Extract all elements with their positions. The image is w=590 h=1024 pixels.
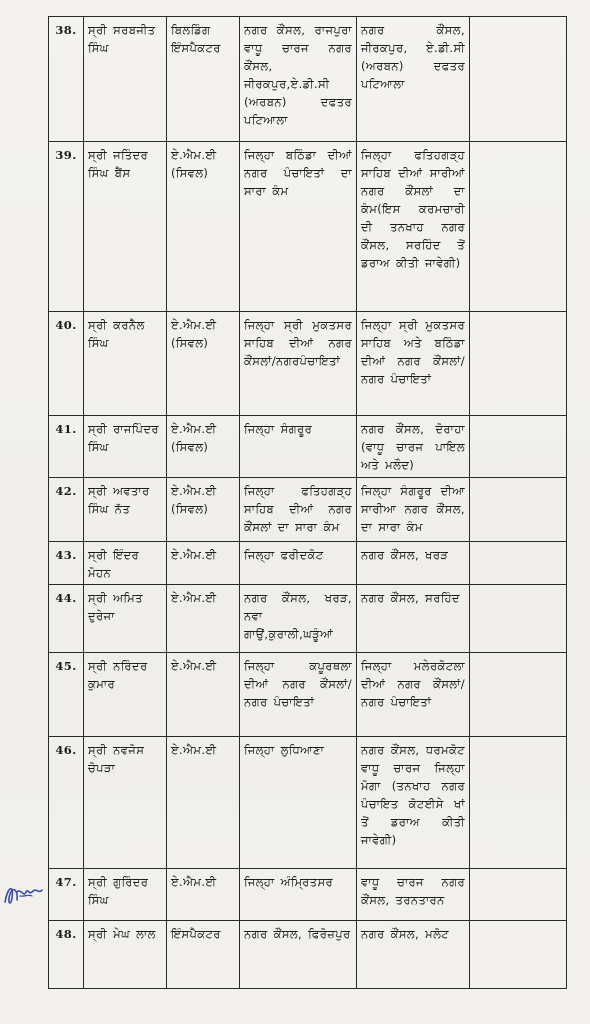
remarks-cell	[470, 921, 567, 989]
designation-cell: ਬਿਲਡਿੰਗ ਇੰਸਪੈਕਟਰ	[167, 17, 240, 142]
table-row	[49, 142, 567, 312]
serial-number-cell: 41.	[49, 416, 84, 478]
present-posting-cell: ਜਿਲ੍ਹਾ ਬਠਿੰਡਾ ਦੀਆਂ ਨਗਰ ਪੰਚਾਇਤਾਂ ਦਾ ਸਾਰਾ ਕੰਮ	[240, 142, 357, 312]
present-posting-cell: ਜਿਲ੍ਹਾ ਫਰੀਦਕੋਟ	[240, 542, 357, 585]
remarks-cell	[470, 869, 567, 921]
employee-name-cell: ਸ੍ਰੀ ਜਤਿੰਦਰ ਸਿੰਘ ਬੈਂਸ	[84, 142, 167, 312]
present-posting-cell: ਜਿਲ੍ਹਾ ਕਪੂਰਥਲਾ ਦੀਆਂ ਨਗਰ ਕੌਂਸਲਾਂ/ਨਗਰ ਪੰਚਾਇਤਾਂ	[240, 653, 357, 737]
remarks-cell	[470, 737, 567, 869]
new-posting-cell: ਜਿਲ੍ਹਾ ਮਲੇਰਕੋਟਲਾ ਦੀਆਂ ਨਗਰ ਕੌਂਸਲਾਂ/ਨਗਰ ਪੰਚਾਇਤਾਂ	[357, 653, 470, 737]
table-row	[49, 869, 567, 921]
serial-number-cell: 48.	[49, 921, 84, 989]
serial-number-cell: 45.	[49, 653, 84, 737]
new-posting-cell: ਜਿਲ੍ਹਾ ਸੰਗਰੂਰ ਦੀਆ ਸਾਰੀਆ ਨਗਰ ਕੌਂਸਲ, ਦਾ ਸਾਰਾ ਕੰਮ	[357, 478, 470, 542]
remarks-cell	[470, 478, 567, 542]
employee-name-cell: ਸ੍ਰੀ ਗੁਰਿੰਦਰ ਸਿੰਘ	[84, 869, 167, 921]
designation-cell: ਏ.ਐਮ.ਈ	[167, 585, 240, 653]
table-row	[49, 416, 567, 478]
table-row	[49, 737, 567, 869]
table-row	[49, 921, 567, 989]
employee-name-cell: ਸ੍ਰੀ ਅਵਤਾਰ ਸਿੰਘ ਨੱਤ	[84, 478, 167, 542]
employee-name-cell: ਸ੍ਰੀ ਮੇਘ ਲਾਲ	[84, 921, 167, 989]
designation-cell: ਏ.ਐਮ.ਈ	[167, 869, 240, 921]
table-row	[49, 478, 567, 542]
remarks-cell	[470, 17, 567, 142]
new-posting-cell: ਨਗਰ ਕੌਂਸਲ, ਧਰਮਕੋਟ ਵਾਧੂ ਚਾਰਜ ਜਿਲ੍ਹਾ ਮੋਗਾ (ਤਨਖਾਹ ਨਗਰ ਪੰਚਾਇਤ ਕੋਟਈਸੇ ਖਾਂ ਤੋਂ ਡਰਾਅ ਕੀਤੀ ਜਾਵੇਗੀ)	[357, 737, 470, 869]
employee-name-cell: ਸ੍ਰੀ ਇੰਦਰ ਮੋਹਨ	[84, 542, 167, 585]
present-posting-cell: ਜਿਲ੍ਹਾ ਸ੍ਰੀ ਮੁਕਤਸਰ ਸਾਹਿਬ ਦੀਆਂ ਨਗਰ ਕੌਂਸਲਾਂ/ਨਗਰਪੰਚਾਇਤਾਂ	[240, 312, 357, 416]
new-posting-cell: ਨਗਰ ਕੌਂਸਲ, ਸਰਹਿੰਦ	[357, 585, 470, 653]
table-row	[49, 17, 567, 142]
designation-cell: ਏ.ਐਮ.ਈ (ਸਿਵਲ)	[167, 312, 240, 416]
new-posting-cell: ਨਗਰ ਕੌਂਸਲ, ਦੋਰਾਹਾ (ਵਾਧੂ ਚਾਰਜ ਪਾਇਲ ਅਤੇ ਮਲੌਦ)	[357, 416, 470, 478]
table-row	[49, 542, 567, 585]
table-row	[49, 653, 567, 737]
table-row	[49, 312, 567, 416]
new-posting-cell: ਨਗਰ ਕੌਂਸਲ, ਖਰੜ	[357, 542, 470, 585]
serial-number-cell: 39.	[49, 142, 84, 312]
present-posting-cell: ਨਗਰ ਕੌਂਸਲ, ਖਰੜ, ਨਵਾ ਗਾਉਂ,ਕੁਰਾਲੀ,ਘੜੂੰਆਂ	[240, 585, 357, 653]
present-posting-cell: ਜਿਲ੍ਹਾ ਲੁਧਿਆਣਾ	[240, 737, 357, 869]
remarks-cell	[470, 416, 567, 478]
remarks-cell	[470, 312, 567, 416]
transfer-table	[48, 16, 567, 989]
remarks-cell	[470, 585, 567, 653]
employee-name-cell: ਸ੍ਰੀ ਨਰਿੰਦਰ ਕੁਮਾਰ	[84, 653, 167, 737]
designation-cell: ਏ.ਐਮ.ਈ (ਸਿਵਲ)	[167, 416, 240, 478]
remarks-cell	[470, 653, 567, 737]
new-posting-cell: ਨਗਰ ਕੌਂਸਲ, ਜੀਰਕਪੁਰ, ਏ.ਡੀ.ਸੀ (ਅਰਬਨ) ਦਫਤਰ ਪਟਿਆਲਾ	[357, 17, 470, 142]
table-body	[49, 17, 567, 989]
serial-number-cell: 47.	[49, 869, 84, 921]
remarks-cell	[470, 542, 567, 585]
designation-cell: ਏ.ਐਮ.ਈ	[167, 737, 240, 869]
present-posting-cell: ਨਗਰ ਕੌਂਸਲ, ਰਾਜਪੁਰਾ ਵਾਧੂ ਚਾਰਜ ਨਗਰ ਕੌਂਸਲ, ਜੀਰਕਪੁਰ,ਏ.ਡੀ.ਸੀ (ਅਰਬਨ) ਦਫਤਰ ਪਟਿਆਲਾ	[240, 17, 357, 142]
employee-name-cell: ਸ੍ਰੀ ਨਵਜੋਸ ਚੋਪੜਾ	[84, 737, 167, 869]
designation-cell: ਏ.ਐਮ.ਈ	[167, 542, 240, 585]
employee-name-cell: ਸ੍ਰੀ ਸਰਬਜੀਤ ਸਿੰਘ	[84, 17, 167, 142]
serial-number-cell: 44.	[49, 585, 84, 653]
serial-number-cell: 40.	[49, 312, 84, 416]
new-posting-cell: ਜਿਲ੍ਹਾ ਫਤਿਹਗੜ੍ਹ ਸਾਹਿਬ ਦੀਆਂ ਸਾਰੀਆਂ ਨਗਰ ਕੌਂਸਲਾਂ ਦਾ ਕੰਮ(ਇਸ ਕਰਮਚਾਰੀ ਦੀ ਤਨਖਾਹ ਨਗਰ ਕੌਂਸਲ, ਸਰਹਿੰਦ ਤੋਂ ਡਰਾਅ ਕੀਤੀ ਜਾਵੇਗੀ)	[357, 142, 470, 312]
new-posting-cell: ਜਿਲ੍ਹਾ ਸ੍ਰੀ ਮੁਕਤਸਰ ਸਾਹਿਬ ਅਤੇ ਬਠਿੰਡਾ ਦੀਆਂ ਨਗਰ ਕੌਂਸਲਾਂ/ਨਗਰ ਪੰਚਾਇਤਾਂ	[357, 312, 470, 416]
present-posting-cell: ਨਗਰ ਕੌਂਸਲ, ਫਿਰੋਜ਼ਪੁਰ	[240, 921, 357, 989]
remarks-cell	[470, 142, 567, 312]
employee-name-cell: ਸ੍ਰੀ ਅਮਿਤ ਦੁਰੇਜਾ	[84, 585, 167, 653]
new-posting-cell: ਵਾਧੂ ਚਾਰਜ ਨਗਰ ਕੌਂਸਲ, ਤਰਨਤਾਰਨ	[357, 869, 470, 921]
serial-number-cell: 43.	[49, 542, 84, 585]
handwritten-signature	[2, 880, 44, 910]
employee-name-cell: ਸ੍ਰੀ ਰਾਜਪਿੰਦਰ ਸਿੰਘ	[84, 416, 167, 478]
present-posting-cell: ਜਿਲ੍ਹਾ ਫਤਿਹਗੜ੍ਹ ਸਾਹਿਬ ਦੀਆਂ ਨਗਰ ਕੌਂਸਲਾਂ ਦਾ ਸਾਰਾ ਕੰਮ	[240, 478, 357, 542]
serial-number-cell: 38.	[49, 17, 84, 142]
designation-cell: ਏ.ਐਮ.ਈ (ਸਿਵਲ)	[167, 478, 240, 542]
table-row	[49, 585, 567, 653]
designation-cell: ਏ.ਐਮ.ਈ	[167, 653, 240, 737]
designation-cell: ਇੰਸਪੈਕਟਰ	[167, 921, 240, 989]
serial-number-cell: 42.	[49, 478, 84, 542]
new-posting-cell: ਨਗਰ ਕੌਂਸਲ, ਮਲੋਟ	[357, 921, 470, 989]
present-posting-cell: ਜਿਲ੍ਹਾ ਸੰਗਰੂਰ	[240, 416, 357, 478]
employee-name-cell: ਸ੍ਰੀ ਕਰਨੈਲ ਸਿੰਘ	[84, 312, 167, 416]
serial-number-cell: 46.	[49, 737, 84, 869]
designation-cell: ਏ.ਐਮ.ਈ (ਸਿਵਲ)	[167, 142, 240, 312]
present-posting-cell: ਜਿਲ੍ਹਾ ਅੰਮ੍ਰਿਤਸਰ	[240, 869, 357, 921]
